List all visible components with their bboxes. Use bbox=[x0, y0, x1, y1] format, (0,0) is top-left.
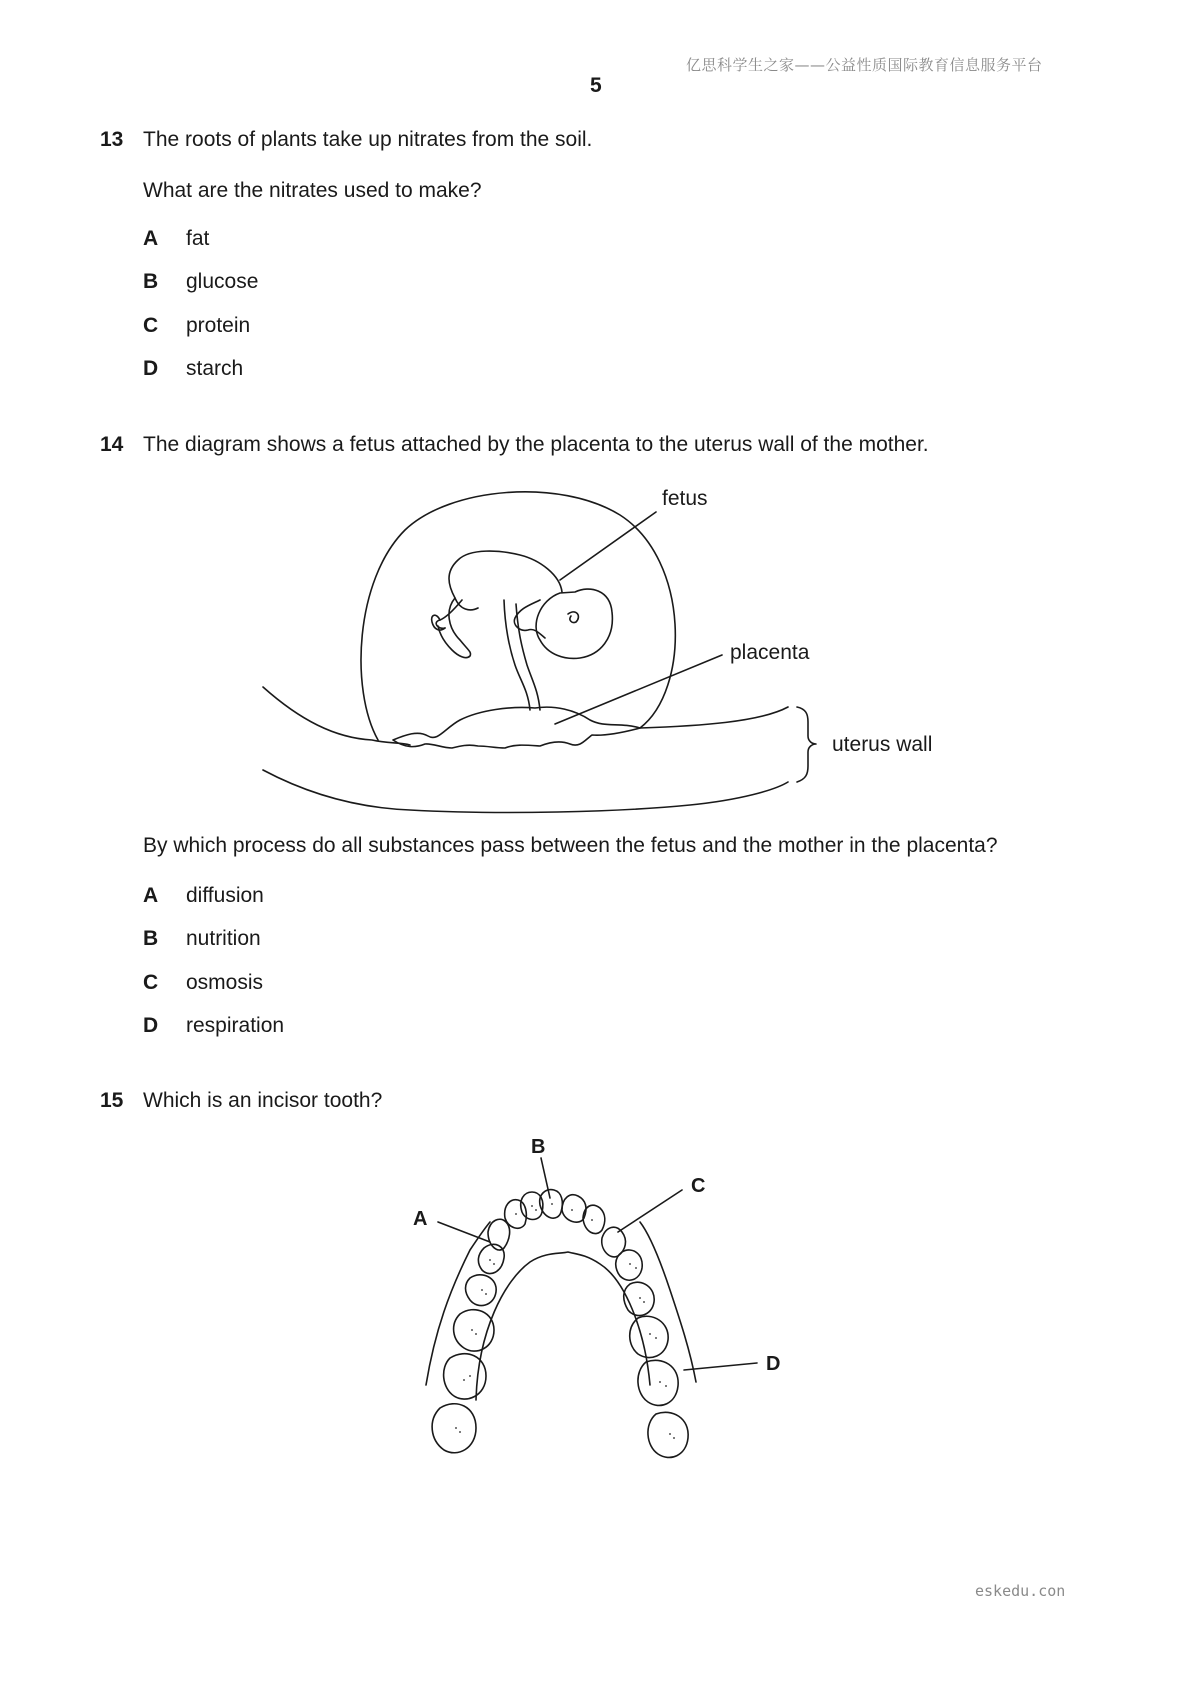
jaw-inner-outline bbox=[476, 1252, 650, 1400]
tooth bbox=[616, 1250, 642, 1280]
option-text: nutrition bbox=[186, 927, 261, 950]
fetus-label: fetus bbox=[662, 487, 708, 510]
option-text: respiration bbox=[186, 1014, 285, 1037]
option-text: glucose bbox=[186, 270, 259, 293]
fetus-leader-line bbox=[560, 512, 656, 580]
uterus-wall-lower bbox=[263, 770, 788, 812]
tooth bbox=[583, 1205, 605, 1233]
tooth bbox=[432, 1404, 476, 1453]
option-letter: D bbox=[143, 1014, 159, 1037]
fetus-body bbox=[449, 551, 562, 610]
uterus-wall-brace bbox=[797, 707, 816, 782]
label-a: A bbox=[413, 1208, 428, 1230]
label-d-leader-line bbox=[684, 1363, 757, 1370]
umbilical-cord bbox=[504, 600, 540, 710]
uterus-wall-label: uterus wall bbox=[832, 733, 933, 756]
uterus-wall-upper bbox=[263, 687, 788, 745]
question-number: 14 bbox=[100, 433, 124, 456]
label-b-leader-line bbox=[541, 1158, 550, 1198]
tooth bbox=[630, 1316, 668, 1357]
label-b: B bbox=[531, 1136, 546, 1158]
fetus-leg bbox=[436, 598, 470, 658]
option-text: diffusion bbox=[186, 884, 264, 907]
option-text: osmosis bbox=[186, 971, 264, 994]
option-letter: A bbox=[143, 884, 159, 907]
option-letter: B bbox=[143, 927, 159, 950]
tooth bbox=[638, 1360, 678, 1405]
tooth bbox=[466, 1275, 497, 1306]
tooth bbox=[478, 1244, 504, 1273]
placenta-label: placenta bbox=[730, 641, 810, 664]
tooth bbox=[648, 1412, 688, 1457]
page-number: 5 bbox=[590, 74, 602, 97]
question-number: 15 bbox=[100, 1089, 124, 1112]
footer-site-text: eskedu.con bbox=[975, 1582, 1066, 1600]
placenta-leader-line bbox=[555, 655, 722, 724]
placenta-outline bbox=[393, 707, 640, 748]
option-letter: B bbox=[143, 270, 159, 293]
question-text: The roots of plants take up nitrates from the soil. bbox=[143, 128, 593, 151]
question-number: 13 bbox=[100, 128, 124, 151]
option-text: protein bbox=[186, 314, 251, 337]
watermark-text: 亿思科学生之家——公益性质国际教育信息服务平台 bbox=[686, 56, 1043, 74]
option-text: fat bbox=[186, 227, 210, 250]
option-letter: D bbox=[143, 357, 159, 380]
tooth bbox=[444, 1354, 486, 1399]
jaw-teeth-diagram bbox=[400, 1125, 800, 1465]
fetus-placenta-diagram bbox=[250, 475, 970, 815]
amniotic-sac-outline bbox=[361, 492, 675, 740]
label-c-leader-line bbox=[618, 1190, 682, 1232]
fetus-head bbox=[536, 589, 612, 658]
question-text: Which is an incisor tooth? bbox=[143, 1089, 383, 1112]
label-d: D bbox=[766, 1353, 781, 1375]
option-letter: C bbox=[143, 971, 159, 994]
option-letter: C bbox=[143, 314, 159, 337]
option-text: starch bbox=[186, 357, 244, 380]
fetus-ear bbox=[568, 612, 578, 623]
option-letter: A bbox=[143, 227, 159, 250]
question-subtext: What are the nitrates used to make? bbox=[143, 179, 482, 202]
question-subtext: By which process do all substances pass between the fetus and the mother in the placenta? bbox=[143, 834, 998, 857]
question-text: The diagram shows a fetus attached by the placenta to the uterus wall of the mother. bbox=[143, 433, 929, 456]
label-c: C bbox=[691, 1175, 706, 1197]
